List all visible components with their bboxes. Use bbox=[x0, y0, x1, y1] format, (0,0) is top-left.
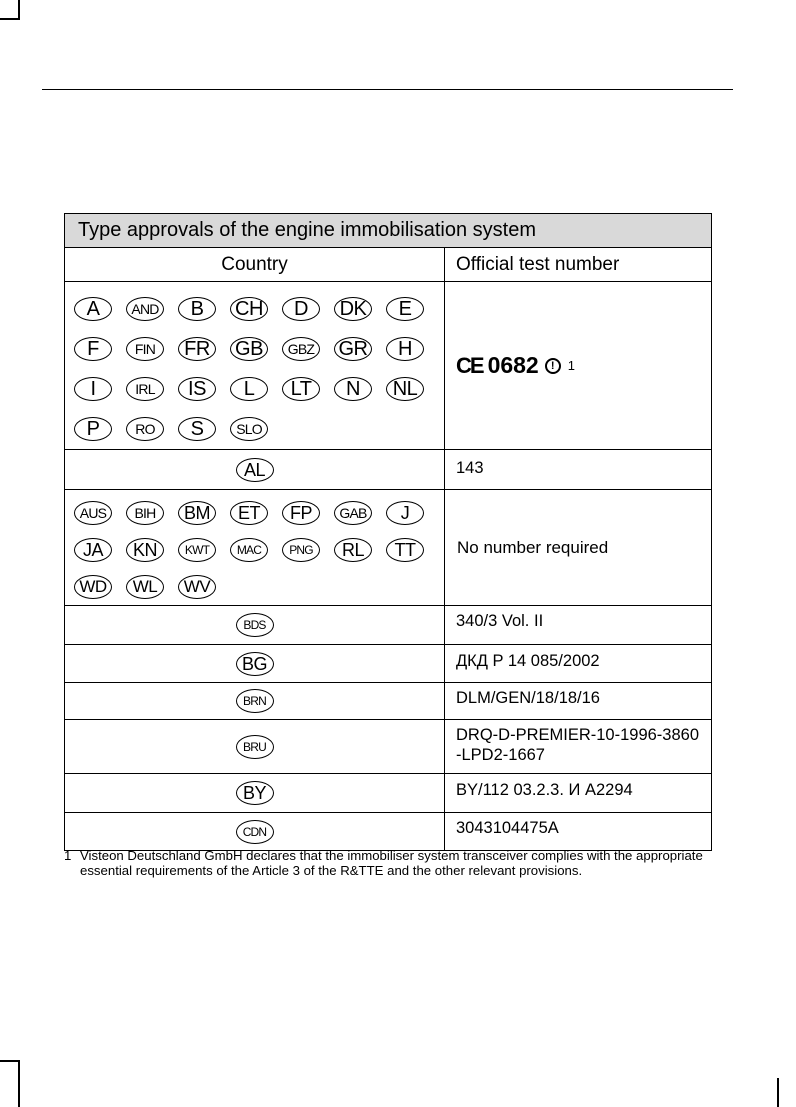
country-code-badge: GBZ bbox=[282, 337, 320, 361]
table-row bbox=[65, 606, 712, 645]
footnote bbox=[64, 849, 724, 878]
alert-circle-icon: ! bbox=[545, 358, 561, 374]
test-number-cell bbox=[445, 282, 712, 450]
country-code-group bbox=[65, 645, 445, 683]
country-code-line bbox=[74, 409, 444, 449]
country-code-badge: P bbox=[74, 417, 112, 441]
country-code-badge: BDS bbox=[236, 613, 274, 637]
table-row bbox=[65, 450, 712, 490]
footnote-marker: 1 bbox=[64, 848, 72, 863]
country-code-line bbox=[74, 289, 444, 329]
country-code-badge: F bbox=[74, 337, 112, 361]
crop-mark-top-left bbox=[18, 0, 20, 20]
country-code-line bbox=[74, 494, 444, 531]
country-code-group bbox=[65, 282, 445, 450]
ce-approval-mark bbox=[445, 352, 711, 379]
table-row bbox=[65, 683, 712, 720]
table-row bbox=[65, 645, 712, 683]
country-code-badge: B bbox=[178, 297, 216, 321]
country-code-badge: ET bbox=[230, 501, 268, 525]
country-code-badge: SLO bbox=[230, 417, 268, 441]
country-code-badge: AUS bbox=[74, 501, 112, 525]
country-code-badge: LT bbox=[282, 377, 320, 401]
type-approvals-table bbox=[64, 213, 712, 851]
country-code-badge: GAB bbox=[334, 501, 372, 525]
country-code-badge: TT bbox=[386, 538, 424, 562]
country-code-badge: AND bbox=[126, 297, 164, 321]
country-code-badge: KN bbox=[126, 538, 164, 562]
test-number-cell: No number required bbox=[445, 490, 712, 606]
table-title: Type approvals of the engine immobilisation system bbox=[65, 214, 712, 248]
crop-mark-bottom-left bbox=[18, 1060, 20, 1107]
country-code-badge: AL bbox=[236, 458, 274, 482]
country-code-badge: A bbox=[74, 297, 112, 321]
country-code-badge: BG bbox=[236, 652, 274, 676]
country-code-badge: CH bbox=[230, 297, 268, 321]
crop-mark-bottom-left bbox=[0, 1060, 18, 1062]
country-code-line bbox=[74, 329, 444, 369]
table-header-row bbox=[65, 248, 712, 282]
country-code-group bbox=[65, 606, 445, 645]
notified-body-number: 0682 bbox=[487, 352, 539, 378]
table-row bbox=[65, 813, 712, 851]
country-code-badge: E bbox=[386, 297, 424, 321]
country-code-badge: CDN bbox=[236, 820, 274, 844]
country-code-badge: GR bbox=[334, 337, 372, 361]
country-code-badge: RL bbox=[334, 538, 372, 562]
table-row bbox=[65, 720, 712, 774]
country-code-group bbox=[65, 683, 445, 720]
country-code-group bbox=[65, 490, 445, 606]
country-code-badge: N bbox=[334, 377, 372, 401]
country-code-badge: IS bbox=[178, 377, 216, 401]
country-code-badge: H bbox=[386, 337, 424, 361]
ce-mark-icon: CE bbox=[456, 352, 483, 378]
test-number-cell: 340/3 Vol. II bbox=[445, 606, 712, 645]
country-code-badge: D bbox=[282, 297, 320, 321]
country-code-badge: FIN bbox=[126, 337, 164, 361]
country-code-badge: RO bbox=[126, 417, 164, 441]
country-code-badge: NL bbox=[386, 377, 424, 401]
country-code-badge: DK bbox=[334, 297, 372, 321]
country-code-badge: PNG bbox=[282, 538, 320, 562]
country-code-badge: J bbox=[386, 501, 424, 525]
country-code-badge: BM bbox=[178, 501, 216, 525]
country-code-badge: L bbox=[230, 377, 268, 401]
country-code-badge: IRL bbox=[126, 377, 164, 401]
test-number-cell: DRQ-D-PREMIER-10-1996-3860-LPD2-1667 bbox=[445, 720, 712, 774]
country-code-line bbox=[74, 531, 444, 568]
country-column-header: Country bbox=[65, 248, 445, 282]
country-code-group bbox=[65, 450, 445, 490]
country-code-line bbox=[74, 568, 444, 605]
table-row bbox=[65, 774, 712, 813]
country-code-badge: KWT bbox=[178, 538, 216, 562]
country-code-badge: GB bbox=[230, 337, 268, 361]
country-code-badge: FP bbox=[282, 501, 320, 525]
country-code-badge: BRN bbox=[236, 689, 274, 713]
footnote-text: Visteon Deutschland GmbH declares that the immobiliser system transceiver complies with the appropriate essential requirements of the Article 3 of the R&TTE and the other relevant provisions. bbox=[80, 848, 703, 878]
crop-mark-top-left bbox=[0, 18, 18, 20]
country-code-badge: BIH bbox=[126, 501, 164, 525]
test-number-cell: BY/112 03.2.3. И A2294 bbox=[445, 774, 712, 813]
country-code-badge: FR bbox=[178, 337, 216, 361]
test-number-cell: ДКД P 14 085/2002 bbox=[445, 645, 712, 683]
country-code-line bbox=[74, 369, 444, 409]
country-code-badge: S bbox=[178, 417, 216, 441]
country-code-badge: WD bbox=[74, 575, 112, 599]
country-code-group bbox=[65, 774, 445, 813]
footnote-reference: 1 bbox=[567, 358, 575, 373]
header-rule bbox=[42, 89, 733, 90]
crop-mark-bottom-right bbox=[777, 1078, 779, 1107]
country-code-badge: BRU bbox=[236, 735, 274, 759]
country-code-badge: BY bbox=[236, 781, 274, 805]
country-code-badge: WV bbox=[178, 575, 216, 599]
country-code-badge: JA bbox=[74, 538, 112, 562]
country-code-group bbox=[65, 720, 445, 774]
country-code-badge: MAC bbox=[230, 538, 268, 562]
table-row bbox=[65, 490, 712, 606]
test-number-column-header: Official test number bbox=[445, 248, 712, 282]
table-title-row bbox=[65, 214, 712, 248]
table-row bbox=[65, 282, 712, 450]
country-code-badge: WL bbox=[126, 575, 164, 599]
test-number-cell: 3043104475A bbox=[445, 813, 712, 851]
country-code-badge: I bbox=[74, 377, 112, 401]
test-number-cell: DLM/GEN/18/18/16 bbox=[445, 683, 712, 720]
country-code-group bbox=[65, 813, 445, 851]
test-number-cell: 143 bbox=[445, 450, 712, 490]
